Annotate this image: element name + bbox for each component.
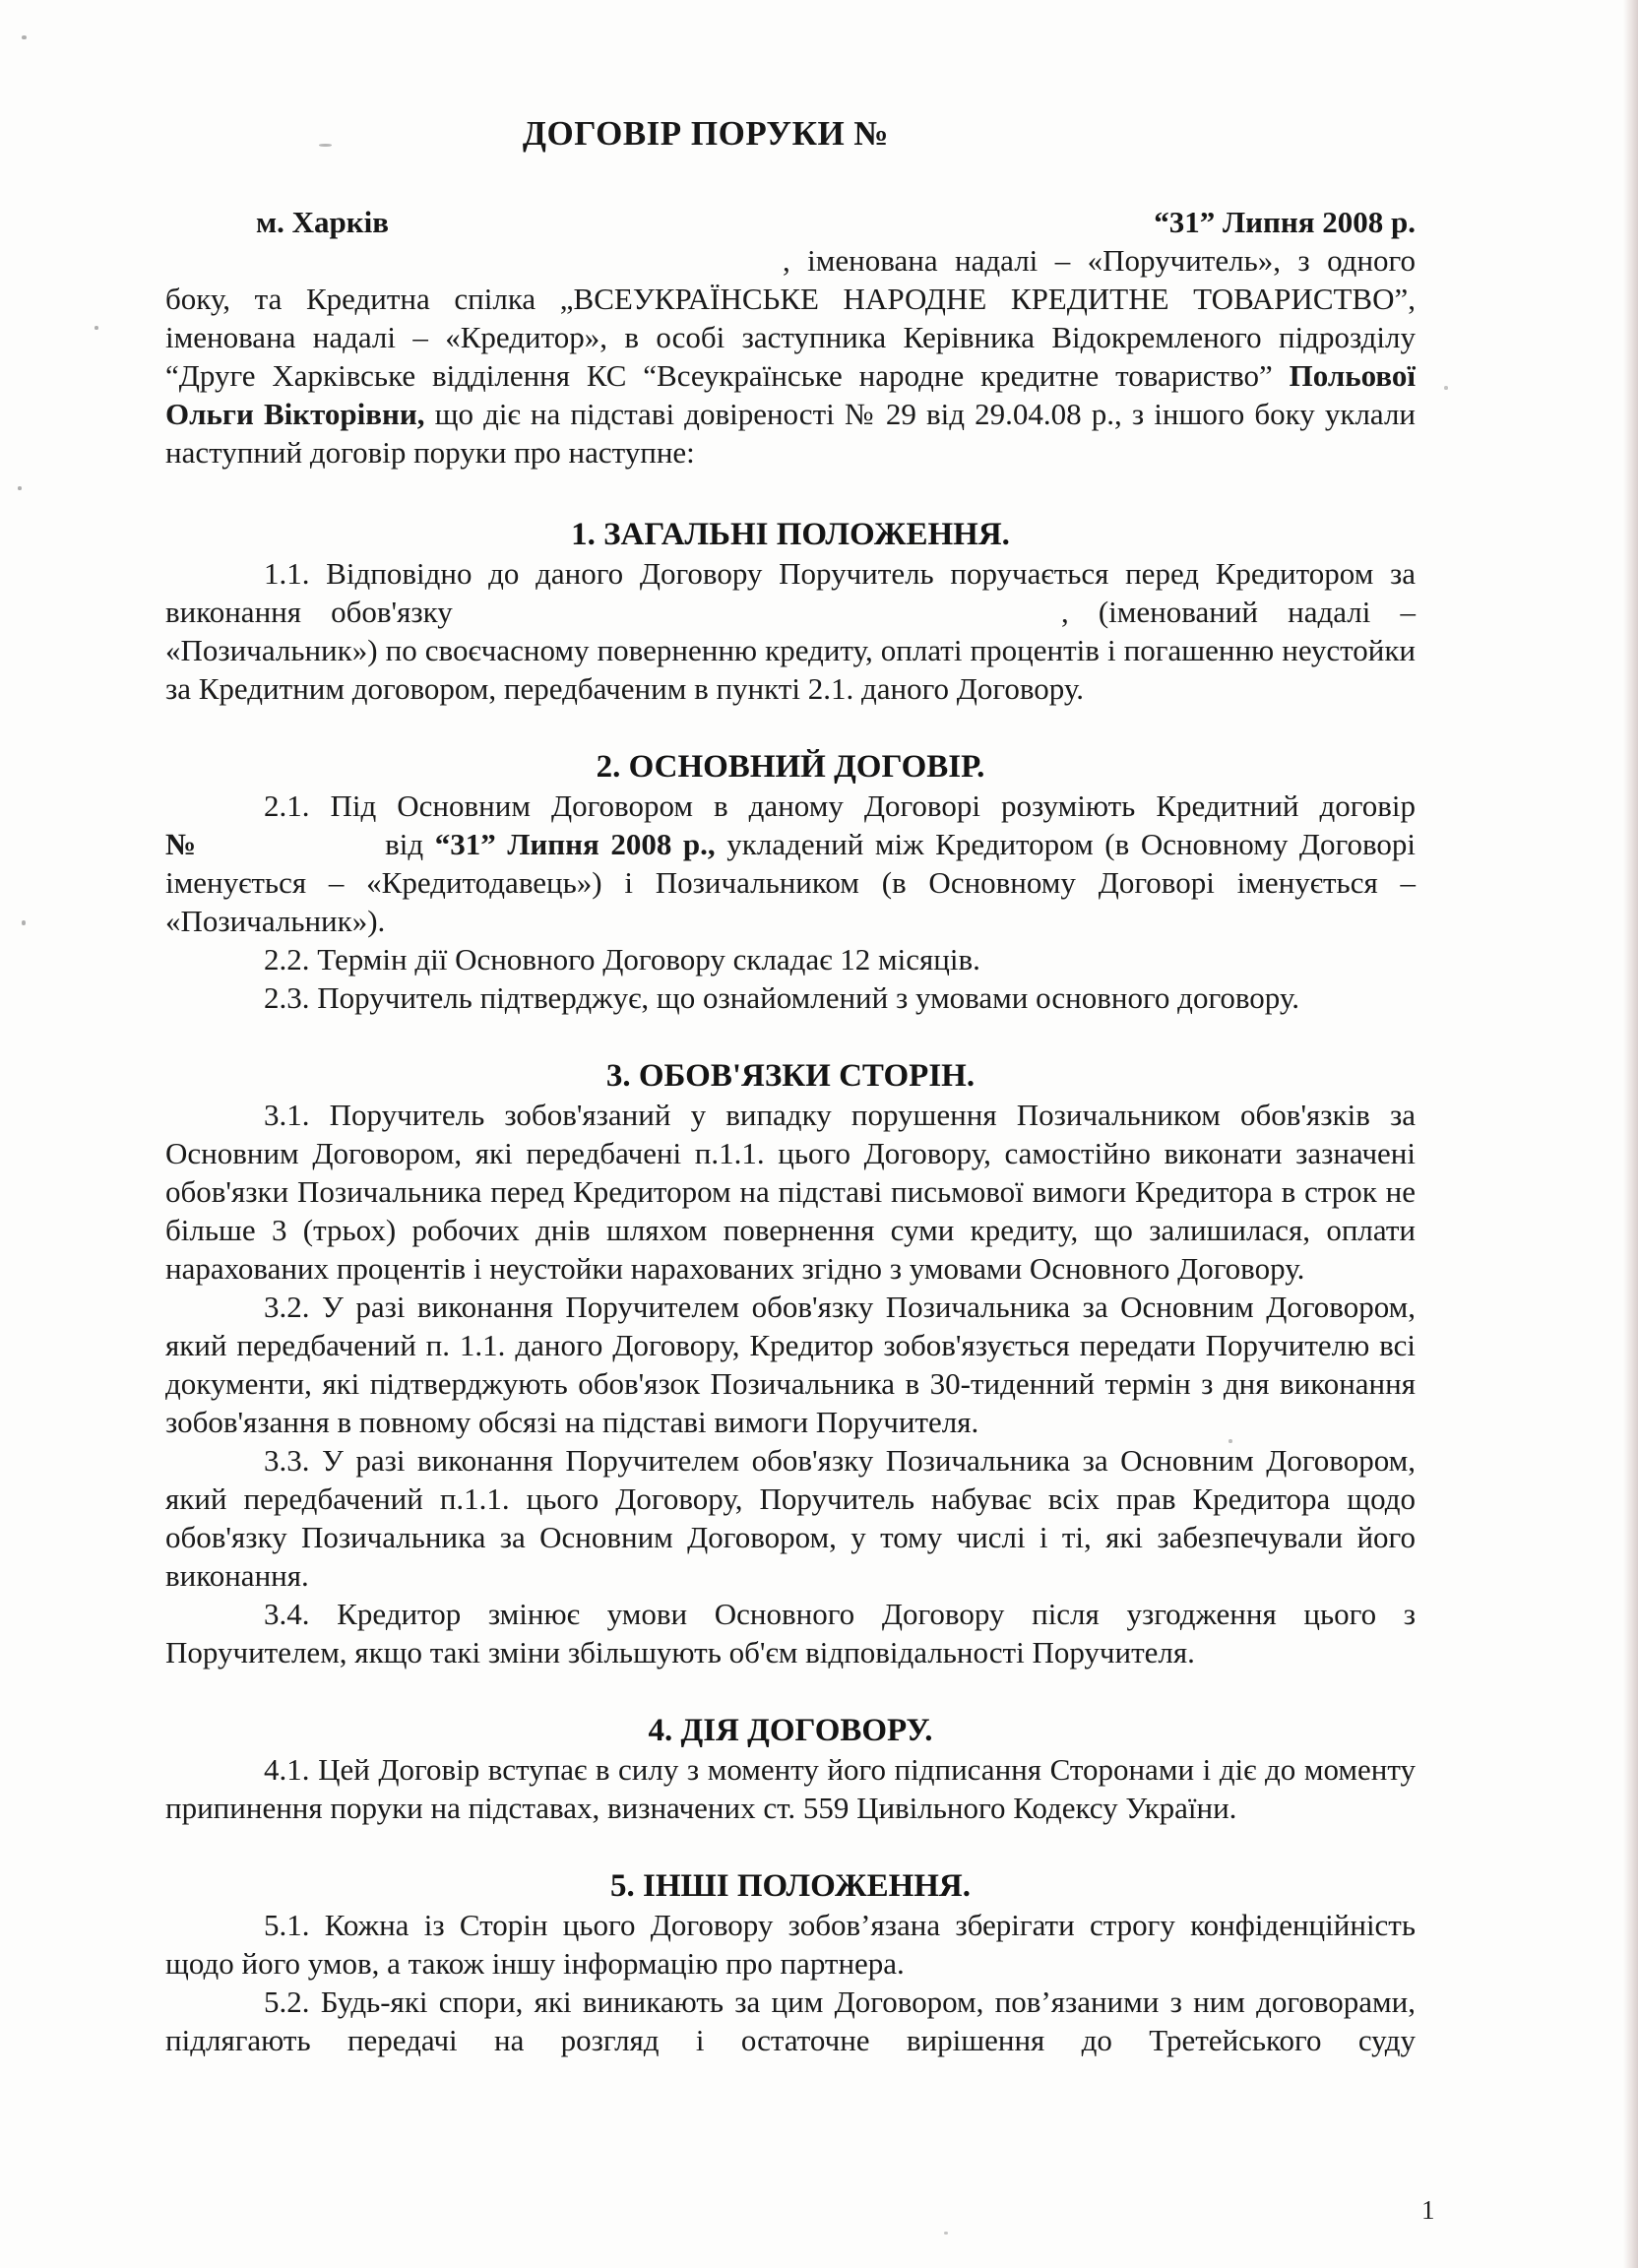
- clause-2-1-date: “31” Липня 2008 р.,: [434, 827, 716, 861]
- clause-2-1-first-line: 2.1. Під Основним Договором в даному Договорі розуміють Кредитний договір: [264, 788, 1416, 823]
- scan-speck: [1444, 386, 1448, 390]
- place-label: м. Харків: [256, 205, 389, 239]
- document-title: ДОГОВІР ПОРУКИ №: [522, 114, 890, 153]
- clause-5-2: 5.2. Будь-які спори, які виникають за цим Договором, пов’язаними з ним договорами, підлягають передачі на розгляд і остаточне вирішення до Третейського суду: [165, 1984, 1416, 2057]
- clause-1-1: [165, 554, 1416, 708]
- text-block: [165, 0, 1416, 2059]
- clause-5-1: 5.1. Кожна із Сторін цього Договору зобов’язана зберігати строгу конфіденційність щодо його умов, а також іншу інформацію про партнера.: [165, 1908, 1416, 1981]
- clause-2-2: 2.2. Термін дії Основного Договору складає 12 місяців.: [264, 942, 980, 976]
- clause-4-1: 4.1. Цей Договір вступає в силу з моменту його підписання Сторонами і діє до моменту припинення поруки на підставах, визначених ст. 559 Цивільного Кодексу України.: [165, 1752, 1416, 1825]
- scan-speck: [232, 1811, 237, 1814]
- preamble-paragraph: [165, 241, 1416, 472]
- section-2-heading: 2. ОСНОВНИЙ ДОГОВІР.: [596, 749, 985, 785]
- dateline: [165, 203, 1416, 241]
- scan-speck: [94, 326, 98, 330]
- clause-3-4: 3.4. Кредитор змінює умови Основного Договору після узгодження цього з Поручителем, якщо такі зміни збільшують об'єм відповідальності Поручителя.: [165, 1597, 1416, 1670]
- scan-speck: [22, 920, 26, 925]
- scan-speck: [319, 144, 332, 147]
- contract-number-blank: [212, 852, 374, 854]
- clause-3-2: 3.2. У разі виконання Поручителем обов'язку Позичальника за Основним Договором, який передбачений п. 1.1. даного Договору, Кредитор зобов'язується передати Поручителю всі документи, які підтверджують обов'язок Позичальника в 30-тиденний термін з дня виконання зобов'язання в повному обсязі на підставі вимоги Поручителя.: [165, 1290, 1416, 1439]
- clause-2-3: 2.3. Поручитель підтверджує, що ознайомлений з умовами основного договору.: [264, 980, 1300, 1015]
- section-1-heading: 1. ЗАГАЛЬНІ ПОЛОЖЕННЯ.: [571, 517, 1010, 552]
- preamble-text: , іменована надалі – «Поручитель», з одного боку, та Кредитна спілка „ВСЕУКРАЇНСЬКЕ НАРОДНЕ КРЕДИТНЕ ТОВАРИСТВО”, іменована надалі – «Кредитор», в особі заступника Керівника Відокремленого підрозділу “Друге Харківське відділення КС “Всеукраїнське народне кредитне товариство”: [165, 243, 1416, 393]
- scan-edge-shadow: [1623, 0, 1638, 2268]
- section-5-heading: 5. ІНШІ ПОЛОЖЕННЯ.: [609, 1868, 972, 1904]
- scan-speck: [1228, 1439, 1232, 1443]
- scan-speck: [944, 2232, 948, 2235]
- page-number: 1: [1421, 2195, 1435, 2225]
- surety-name-blank: [165, 269, 783, 271]
- borrower-name-blank: [482, 620, 1061, 622]
- section-3-heading: 3. ОБОВ'ЯЗКИ СТОРІН.: [605, 1058, 976, 1094]
- date-label: “31” Липня 2008 р.: [1154, 205, 1416, 239]
- clause-1-1-tail: , (іменований надалі – «Позичальник») по своєчасному поверненню кредиту, оплаті процентів і погашенню неустойки за Кредитним договором, передбаченим в пункті 2.1. даного Договору.: [165, 595, 1417, 706]
- clause-1-1-text: 1.1. Відповідно до даного Договору Поручитель поручається перед Кредитором за виконання обов'язку: [165, 556, 1416, 629]
- scan-speck: [18, 486, 22, 490]
- clause-2-1-continuation: [165, 825, 1416, 940]
- clause-2-1-tail: укладений між Кредитором (в Основному Договорі іменується – «Кредитодавець») і Позичальником (в Основному Договорі іменується – «Позичальник»).: [165, 827, 1417, 938]
- section-4-heading: 4. ДІЯ ДОГОВОРУ.: [648, 1713, 933, 1748]
- contract-number-sign: №: [165, 827, 200, 861]
- clause-2-1-vid: від: [385, 827, 424, 861]
- preamble-tail: що діє на підставі довіреності № 29 від 29.04.08 р., з іншого боку уклали наступний договір поруки про наступне:: [165, 397, 1417, 470]
- attorney-name: Польової Ольги Вікторівни,: [165, 358, 1416, 431]
- clause-3-1: 3.1. Поручитель зобов'язаний у випадку порушення Позичальником обов'язків за Основним Договором, які передбачені п.1.1. цього Договору, самостійно виконати зазначені обов'язки Позичальника перед Кредитором на підставі письмової вимоги Кредитора в строк не більше 3 (трьох) робочих днів шляхом повернення суми кредиту, що залишилася, оплати нарахованих процентів і неустойки нарахованих згідно з умовами Основного Договору.: [165, 1098, 1416, 1286]
- scan-speck: [22, 35, 27, 39]
- clause-3-3: 3.3. У разі виконання Поручителем обов'язку Позичальника за Основним Договором, який передбачений п.1.1. цього Договору, Поручитель набуває всіх прав Кредитора щодо обов'язку Позичальника за Основним Договором, у тому числі і ті, які забезпечували його виконання.: [165, 1443, 1416, 1593]
